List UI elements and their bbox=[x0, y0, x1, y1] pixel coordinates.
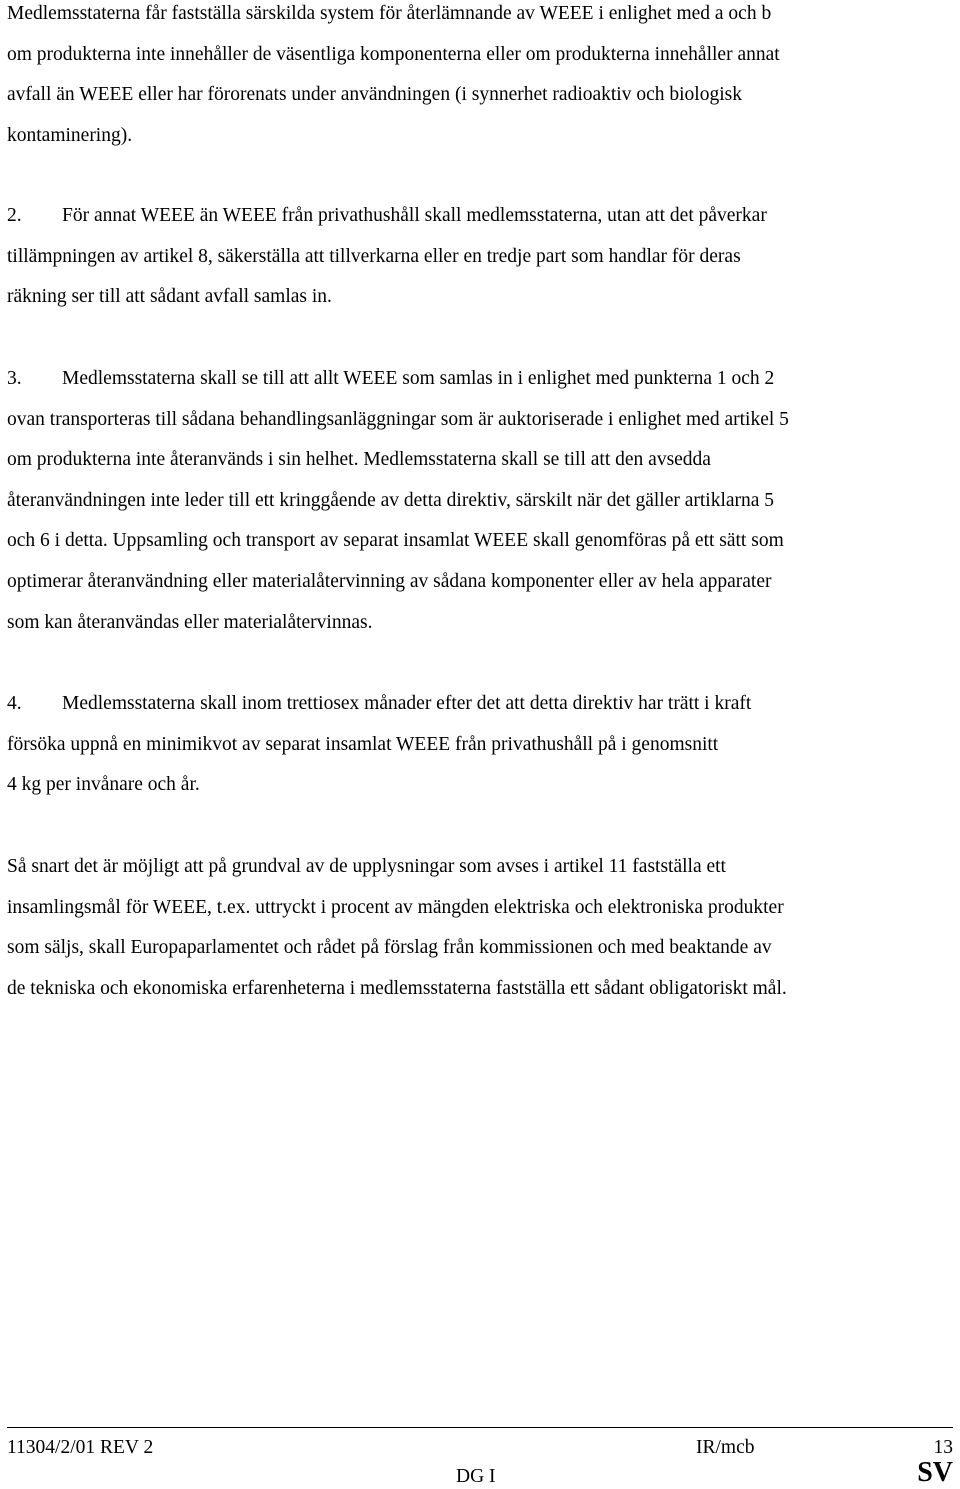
paragraph-2-line: För annat WEEE än WEEE från privathushåll skall medlemsstaterna, utan att det påverkar bbox=[62, 205, 767, 226]
paragraph-3-line: och 6 i detta. Uppsamling och transport av separat insamlat WEEE skall genomföras på ett sätt som bbox=[7, 530, 784, 552]
footer-dg: DG I bbox=[456, 1466, 496, 1487]
paragraph-number: 2. bbox=[7, 205, 22, 226]
paragraph-3-line: om produkterna inte återanvänds i sin helhet. Medlemsstaterna skall se till att den avsedda bbox=[7, 449, 711, 471]
paragraph-4-line: Medlemsstaterna skall inom trettiosex månader efter det att detta direktiv har trätt i kraft bbox=[62, 693, 752, 714]
paragraph-2-first-line bbox=[7, 196, 952, 237]
paragraph-5-line: Så snart det är möjligt att på grundval av de upplysningar som avses i artikel 11 fastställa ett bbox=[7, 856, 726, 877]
paragraph-4-line: försöka uppnå en minimikvot av separat insamlat WEEE från privathushåll på i genomsnitt bbox=[7, 733, 719, 755]
paragraph-4 bbox=[7, 684, 952, 806]
paragraph-3-line: optimerar återanvändning eller materialåtervinning av sådana komponenter eller av hela apparater bbox=[7, 570, 772, 592]
paragraph-3-first-line bbox=[7, 359, 952, 400]
paragraph-2-line: tillämpningen av artikel 8, säkerställa att tillverkarna eller en tredje part som handlar för deras bbox=[7, 245, 741, 267]
paragraph-2-line: räkning ser till att sådant avfall samlas in. bbox=[7, 286, 332, 308]
paragraph-5 bbox=[7, 847, 952, 1009]
paragraph-2 bbox=[7, 196, 952, 318]
paragraph-5-line: som säljs, skall Europaparlamentet och rådet på förslag från kommissionen och med beaktande av bbox=[7, 937, 772, 959]
paragraph-3 bbox=[7, 359, 952, 643]
footer-initials: IR/mcb bbox=[696, 1437, 755, 1458]
paragraph-1 bbox=[7, 0, 952, 156]
paragraph-5-line: insamlingsmål för WEEE, t.ex. uttryckt i procent av mängden elektriska och elektroniska produkter bbox=[7, 896, 784, 918]
paragraph-3-line: som kan återanvändas eller materialåtervinnas. bbox=[7, 611, 373, 633]
paragraph-3-line: Medlemsstaterna skall se till att allt WEEE som samlas in i enlighet med punkterna 1 och 2 bbox=[62, 368, 775, 389]
paragraph-1-line: avfall än WEEE eller har förorenats under användningen (i synnerhet radioaktiv och biologisk bbox=[7, 84, 742, 106]
paragraph-number: 3. bbox=[7, 368, 22, 389]
footer-language-code: SV bbox=[917, 1457, 953, 1488]
paragraph-3-line: ovan transporteras till sådana behandlingsanläggningar som är auktoriserade i enlighet med artikel 5 bbox=[7, 408, 789, 430]
paragraph-4-first-line bbox=[7, 684, 952, 725]
footer-page-number: 13 bbox=[933, 1437, 953, 1458]
paragraph-4-line: 4 kg per invånare och år. bbox=[7, 774, 200, 796]
paragraph-5-line: de tekniska och ekonomiska erfarenheterna i medlemsstaterna fastställa ett sådant obligatoriskt mål. bbox=[7, 977, 787, 999]
paragraph-3-line: återanvändningen inte leder till ett kringgående av detta direktiv, särskilt när det gäller artiklarna 5 bbox=[7, 489, 775, 511]
paragraph-1-line: om produkterna inte innehåller de väsentliga komponenterna eller om produkterna innehåller annat bbox=[7, 43, 780, 65]
paragraph-number: 4. bbox=[7, 693, 22, 714]
footer-divider bbox=[7, 1427, 953, 1428]
paragraph-1-line: kontaminering). bbox=[7, 124, 133, 146]
paragraph-1-line: Medlemsstaterna får fastställa särskilda system för återlämnande av WEEE i enlighet med a och b bbox=[7, 3, 772, 24]
footer-document-reference: 11304/2/01 REV 2 bbox=[7, 1437, 154, 1458]
